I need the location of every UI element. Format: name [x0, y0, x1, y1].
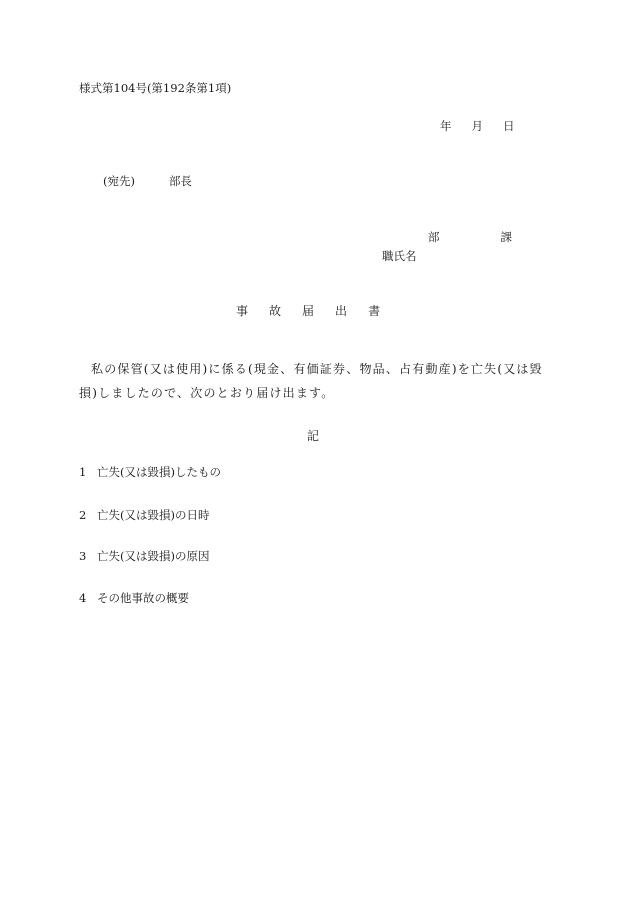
title-char: 届 — [302, 304, 315, 318]
sender-section-label: 課 — [500, 230, 512, 244]
addressee — [103, 173, 192, 189]
form-number: 様式第104号(第192条第1項) — [79, 81, 232, 95]
addressee-prefix: (宛先) — [103, 174, 135, 188]
date-year-label: 年 — [440, 119, 452, 133]
item-number: 4 — [79, 591, 87, 605]
title-char: 事 — [236, 304, 249, 318]
list-item — [79, 548, 209, 564]
item-label: 亡失(又は毀損)の原因 — [97, 549, 210, 563]
date-line — [440, 118, 515, 134]
item-label: その他事故の概要 — [97, 591, 189, 605]
item-label: 亡失(又は毀損)したもの — [97, 465, 221, 479]
item-number: 3 — [79, 549, 87, 563]
title-char: 書 — [368, 304, 381, 318]
sender-dept-label: 部 — [428, 230, 440, 244]
item-label: 亡失(又は毀損)の日時 — [97, 508, 210, 522]
title-char: 出 — [335, 304, 348, 318]
list-item — [79, 590, 189, 606]
item-number: 2 — [79, 508, 87, 522]
item-number: 1 — [79, 465, 87, 479]
list-item — [79, 464, 221, 480]
sender-name-label: 職氏名 — [382, 249, 417, 263]
date-month-label: 月 — [471, 119, 483, 133]
sender-department — [428, 229, 512, 245]
date-day-label: 日 — [503, 119, 515, 133]
body-paragraph: 私の保管(又は使用)に係る(現金、有価証券、物品、占有動産)を亡失(又は毀損)しましたので、次のとおり届け出ます。 — [79, 362, 543, 400]
ki-heading: 記 — [307, 429, 320, 443]
title-char: 故 — [269, 304, 282, 318]
document-title — [236, 303, 401, 319]
list-item — [79, 507, 209, 523]
addressee-title: 部長 — [168, 174, 192, 188]
